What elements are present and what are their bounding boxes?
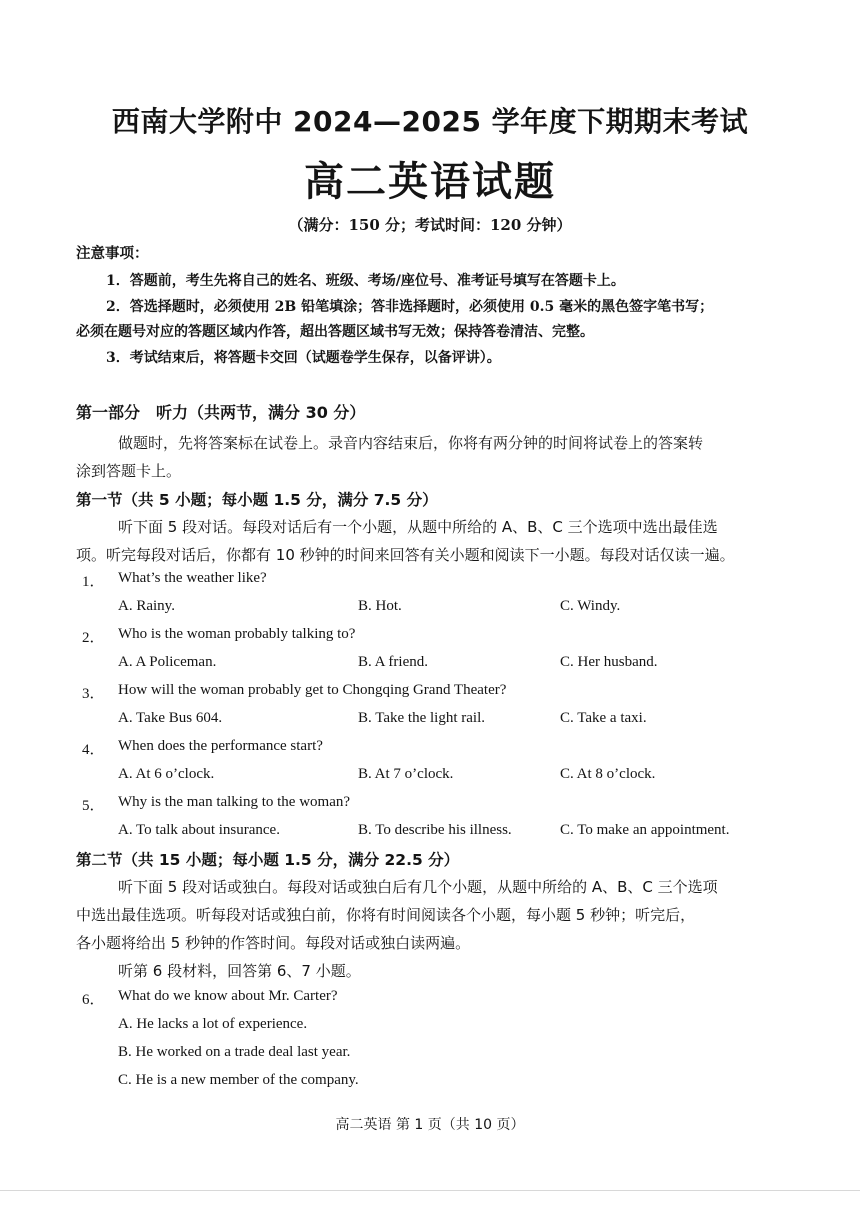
notice-item-2: 2．答选择题时，必须使用 2B 铅笔填涂；答非选择题时，必须使用 0.5 毫米的黑色签字笔书写；	[106, 299, 714, 315]
notice-title: 注意事项：	[76, 245, 149, 262]
question-2-option-b: B. A friend.	[358, 654, 428, 670]
question-4-option-b: B. At 7 o’clock.	[358, 766, 454, 782]
notice-item-2-cont: 必须在题号对应的答题区域内作答，超出答题区域书写无效；保持答卷清洁、完整。	[76, 324, 594, 340]
question-6-option-a: A. He lacks a lot of experience.	[118, 1016, 308, 1032]
part1-intro-line1: 做题时，先将答案标在试卷上。录音内容结束后，你将有两分钟的时间将试卷上的答案转	[118, 434, 704, 452]
notice-item-1: 1．答题前，考生先将自己的姓名、班级、考场/座位号、准考证号填写在答题卡上。	[106, 273, 625, 289]
question-1-number: 1．	[82, 574, 105, 590]
question-2-number: 2．	[82, 630, 105, 646]
exam-title: 高二英语试题	[304, 159, 556, 205]
section1-intro-line1: 听下面 5 段对话。每段对话后有一个小题，从题中所给的 A、B、C 三个选项中选出最佳选	[118, 518, 718, 536]
question-3-option-a: A. Take Bus 604.	[118, 710, 223, 726]
section2-intro-line1: 听下面 5 段对话或独白。每段对话或独白后有几个小题，从题中所给的 A、B、C 三个选项	[118, 878, 718, 896]
question-2-text: Who is the woman probably talking to?	[118, 626, 356, 642]
question-4-option-c: C. At 8 o’clock.	[560, 766, 656, 782]
question-3-option-c: C. Take a taxi.	[560, 710, 647, 726]
section2-title: 第二节（共 15 小题；每小题 1.5 分，满分 22.5 分）	[76, 851, 460, 869]
bottom-divider	[0, 1190, 860, 1191]
question-2-option-c: C. Her husband.	[560, 654, 658, 670]
question-5-text: Why is the man talking to the woman?	[118, 794, 351, 810]
question-4-number: 4．	[82, 742, 105, 758]
section1-intro-line2: 项。听完每段对话后，你都有 10 秒钟的时间来回答有关小题和阅读下一小题。每段对话仅读一遍。	[76, 546, 735, 564]
material-note: 听第 6 段材料，回答第 6、7 小题。	[118, 962, 361, 980]
question-1-option-a: A. Rainy.	[118, 598, 175, 614]
question-5-number: 5．	[82, 798, 105, 814]
question-1-text: What’s the weather like?	[118, 570, 267, 586]
section2-intro-line3: 各小题将给出 5 秒钟的作答时间。每段对话或独白读两遍。	[76, 934, 471, 952]
question-3-text: How will the woman probably get to Chongqing Grand Theater?	[118, 682, 507, 698]
section2-intro-line2: 中选出最佳选项。听每段对话或独白前，你将有时间阅读各个小题，每小题 5 秒钟；听完后，	[76, 906, 696, 924]
question-3-number: 3．	[82, 686, 105, 702]
question-4-text: When does the performance start?	[118, 738, 323, 754]
question-6-option-c: C. He is a new member of the company.	[118, 1072, 359, 1088]
question-1-option-b: B. Hot.	[358, 598, 402, 614]
question-4-option-a: A. At 6 o’clock.	[118, 766, 215, 782]
question-6-number: 6．	[82, 992, 105, 1008]
school-title: 西南大学附中 2024—2025 学年度下期期末考试	[111, 105, 749, 138]
question-2-option-a: A. A Policeman.	[118, 654, 217, 670]
question-5-option-c: C. To make an appointment.	[560, 822, 730, 838]
part1-intro-line2: 涂到答题卡上。	[76, 462, 182, 480]
question-3-option-b: B. Take the light rail.	[358, 710, 485, 726]
page-footer: 高二英语 第 1 页（共 10 页）	[335, 1117, 525, 1133]
question-6-option-b: B. He worked on a trade deal last year.	[118, 1044, 351, 1060]
question-6-text: What do we know about Mr. Carter?	[118, 988, 338, 1004]
part1-title: 第一部分 听力（共两节，满分 30 分）	[76, 403, 366, 422]
score-line: （满分：150 分；考试时间：120 分钟）	[288, 216, 572, 234]
notice-item-3: 3．考试结束后，将答题卡交回（试题卷学生保存，以备评讲）。	[106, 350, 501, 366]
section1-title: 第一节（共 5 小题；每小题 1.5 分，满分 7.5 分）	[76, 491, 438, 509]
question-5-option-b: B. To describe his illness.	[358, 822, 512, 838]
question-5-option-a: A. To talk about insurance.	[118, 822, 280, 838]
question-1-option-c: C. Windy.	[560, 598, 621, 614]
